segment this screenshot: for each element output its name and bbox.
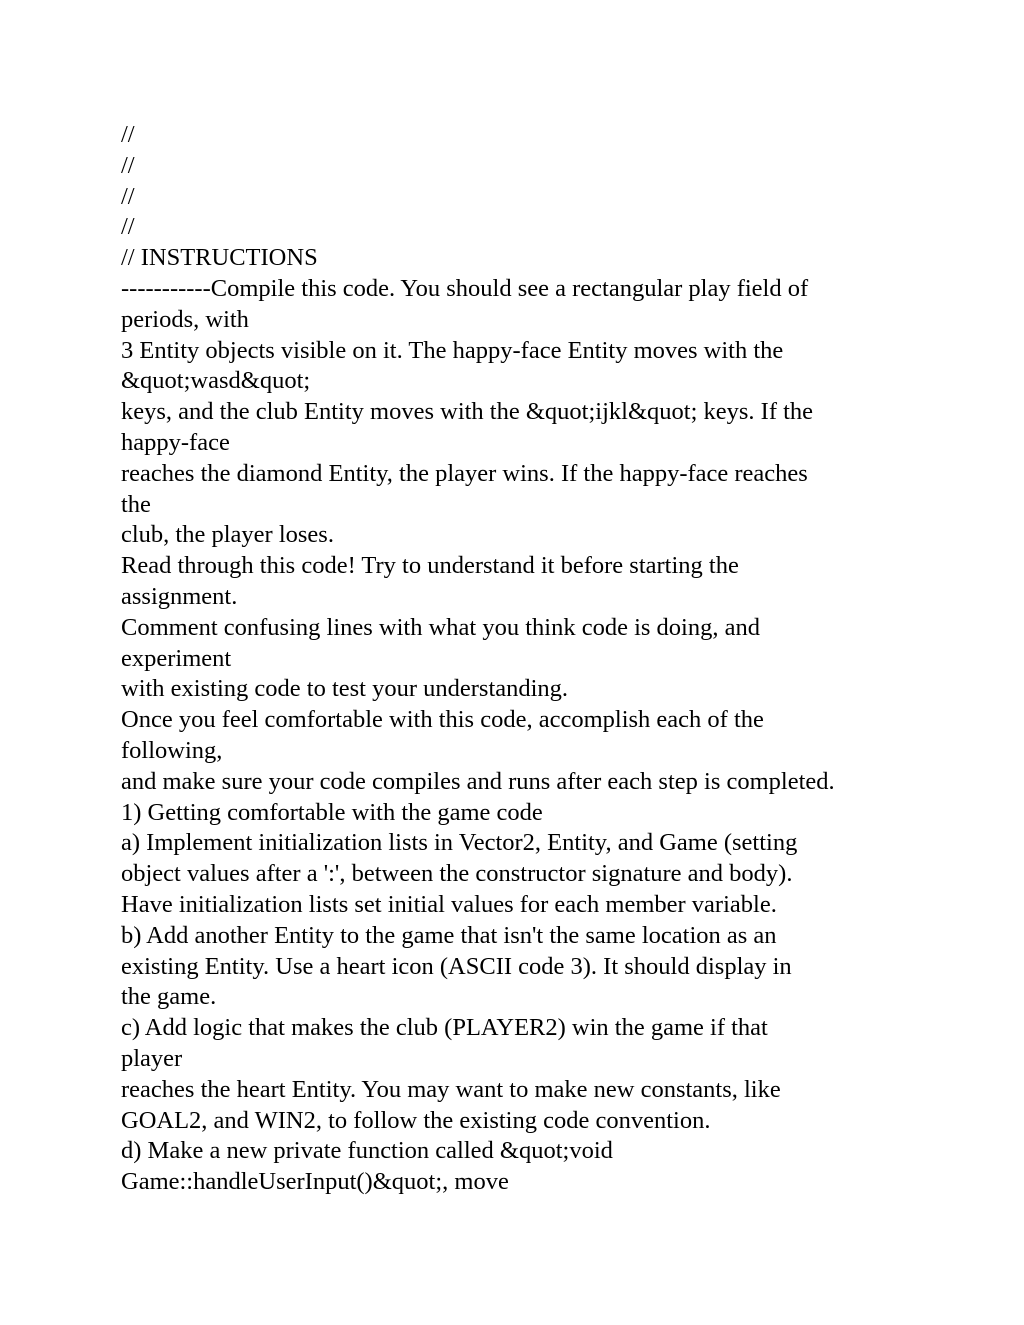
text-line: the <box>121 490 151 518</box>
text-line: Comment confusing lines with what you think code is doing, and <box>121 613 760 641</box>
text-line: a) Implement initialization lists in Vector2, Entity, and Game (setting <box>121 829 798 857</box>
text-line: // <box>121 121 135 148</box>
text-line: assignment. <box>121 582 238 610</box>
text-line: Read through this code! Try to understand it before starting the <box>121 552 739 580</box>
text-line: 1) Getting comfortable with the game code <box>121 798 543 826</box>
text-line: Once you feel comfortable with this code, accomplish each of the <box>121 706 764 734</box>
text-line: reaches the heart Entity. You may want to make new constants, like <box>121 1075 781 1103</box>
text-line: // <box>121 213 135 241</box>
text-line: existing Entity. Use a heart icon (ASCII code 3). It should display in <box>121 952 792 980</box>
text-line: // <box>121 182 135 210</box>
text-line: player <box>121 1044 183 1072</box>
text-line: keys, and the club Entity moves with the &quot;ijkl&quot; keys. If the <box>121 398 814 426</box>
text-line: with existing code to test your understanding. <box>121 675 569 703</box>
text-line: reaches the diamond Entity, the player wins. If the happy-face reaches <box>121 459 808 487</box>
text-line: b) Add another Entity to the game that isn't the same location as an <box>121 921 777 949</box>
text-line: club, the player loses. <box>121 521 334 549</box>
text-line: Have initialization lists set initial values for each member variable. <box>121 890 777 918</box>
text-line: happy-face <box>121 428 230 456</box>
text-line: following, <box>121 736 223 764</box>
text-line: c) Add logic that makes the club (PLAYER2) win the game if that <box>121 1014 768 1042</box>
text-line: &quot;wasd&quot; <box>121 367 311 395</box>
instructions-text <box>121 120 921 1198</box>
text-line: // <box>121 151 135 179</box>
text-line: GOAL2, and WIN2, to follow the existing code convention. <box>121 1106 711 1134</box>
text-line: and make sure your code compiles and runs after each step is completed. <box>121 767 835 795</box>
text-line: periods, with <box>121 305 249 333</box>
text-line: the game. <box>121 983 217 1011</box>
text-line: -----------Compile this code. You should see a rectangular play field of <box>121 274 809 302</box>
text-line: object values after a ':', between the constructor signature and body). <box>121 860 793 888</box>
text-line: Game::handleUserInput()&quot;, move <box>121 1168 509 1196</box>
text-line: experiment <box>121 644 232 672</box>
text-line: d) Make a new private function called &quot;void <box>121 1137 613 1165</box>
text-line: 3 Entity objects visible on it. The happy-face Entity moves with the <box>121 336 784 364</box>
instructions-heading: // INSTRUCTIONS <box>121 244 318 272</box>
